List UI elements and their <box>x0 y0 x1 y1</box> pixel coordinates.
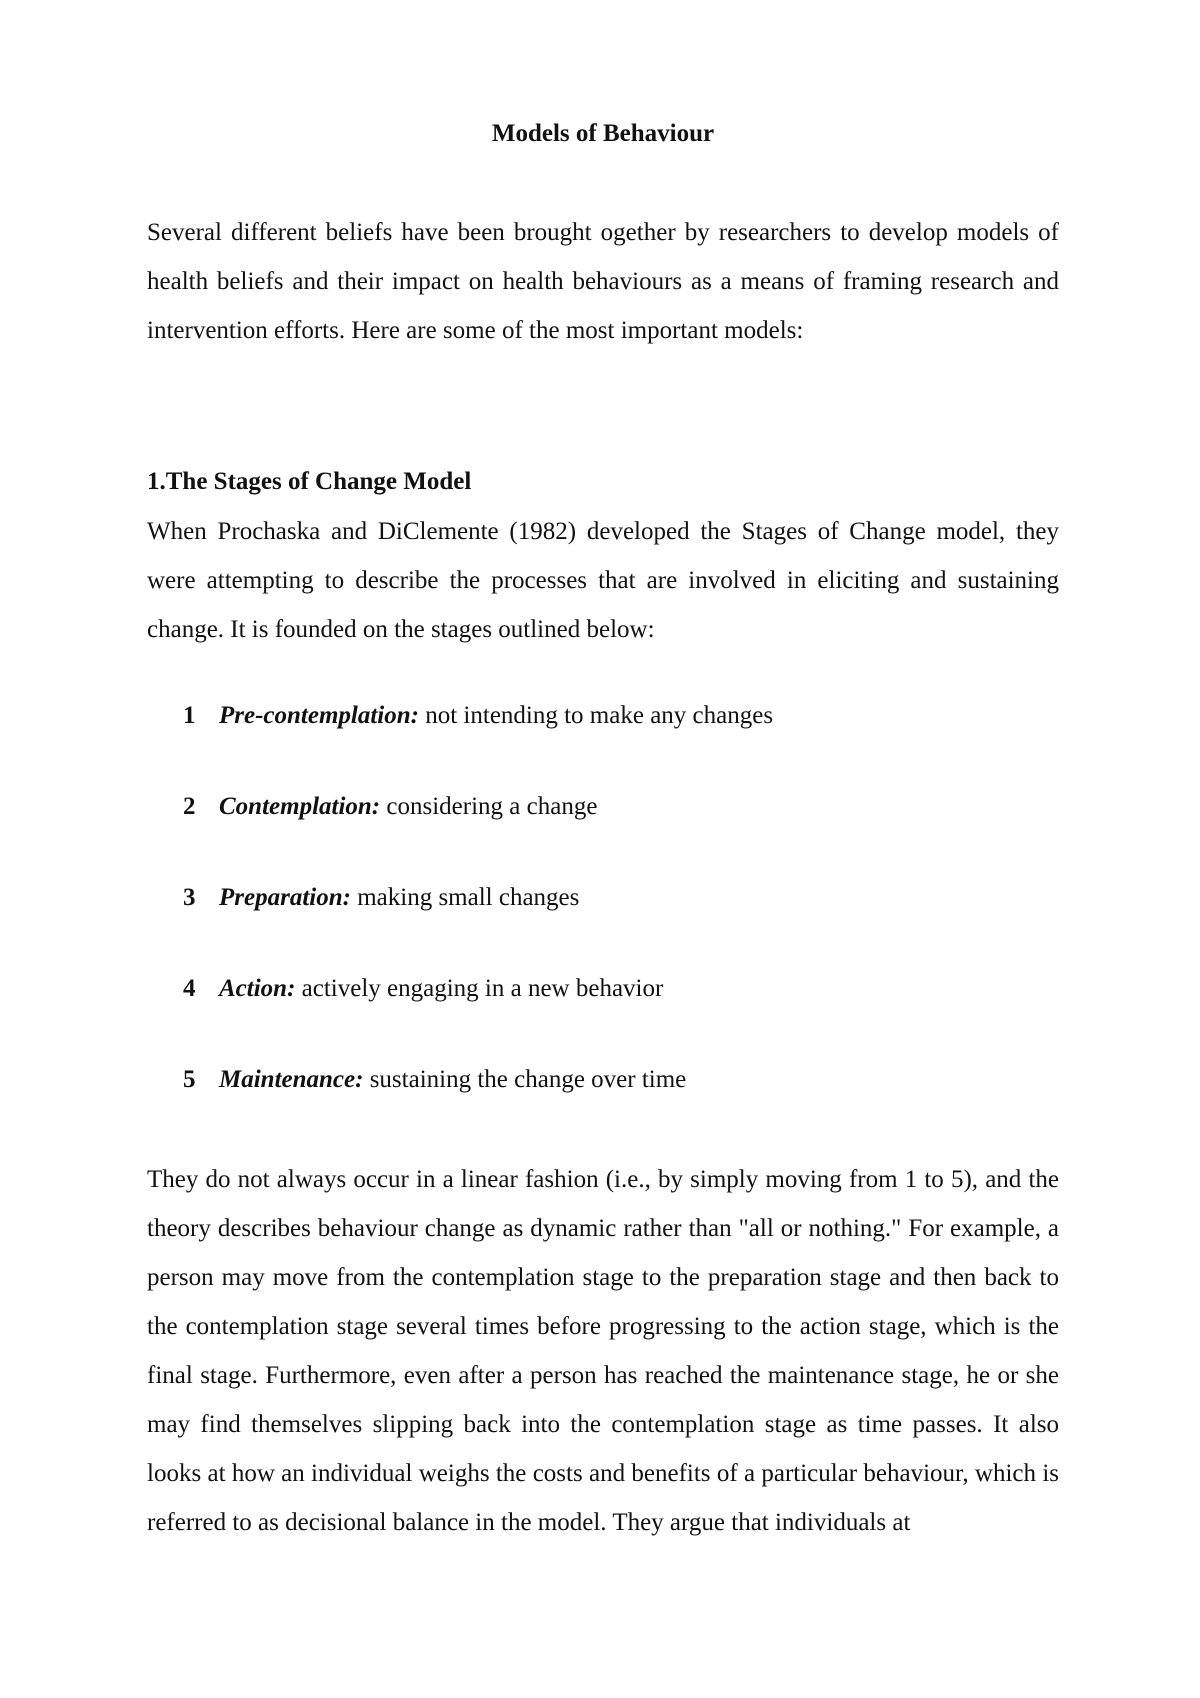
stage-list <box>183 700 1043 1155</box>
stage-item-preparation <box>183 882 1043 973</box>
stage-description: not intending to make any changes <box>418 702 774 729</box>
document-title: Models of Behaviour <box>491 120 715 147</box>
stage-name: Maintenance: <box>219 1066 364 1093</box>
stage-description: sustaining the change over time <box>363 1066 687 1093</box>
stage-item-action <box>183 973 1043 1064</box>
stage-item-maintenance <box>183 1064 1043 1155</box>
stage-name: Pre-contemplation: <box>219 702 419 729</box>
stage-name: Preparation: <box>219 884 351 911</box>
stage-description: considering a change <box>380 793 598 820</box>
stage-number: 5 <box>183 1066 196 1093</box>
stage-name: Contemplation: <box>219 793 381 820</box>
stage-name: Action: <box>219 975 296 1002</box>
stage-number: 4 <box>183 975 196 1002</box>
stage-number: 1 <box>183 702 196 729</box>
final-paragraph: They do not always occur in a linear fashion (i.e., by simply moving from 1 to 5), and the theory describes behaviour change as dynamic rather than "all or nothing." For example, a person may move from the contemplation stage to the preparation stage and then back to the contemplation stage several times before progressing to the action stage, which is the final stage. Furthermore, even after a person has reached the maintenance stage, he or she may find themselves slipping back into the contemplation stage as time passes. It also looks at how an individual weighs the costs and benefits of a particular behaviour, which is referred to as decisional balance in the model. They argue that individuals at <box>147 1166 1059 1536</box>
stage-number: 2 <box>183 793 196 820</box>
stage-item-precontemplation <box>183 700 1043 791</box>
stage-item-contemplation <box>183 791 1043 882</box>
stage-number: 3 <box>183 884 196 911</box>
intro-paragraph: Several different beliefs have been brought ogether by researchers to develop models of health beliefs and their impact on health behaviours as a means of framing research and intervention efforts. Here are some of the most important models: <box>147 219 1059 344</box>
stages-intro-paragraph: When Prochaska and DiClemente (1982) developed the Stages of Change model, they were attempting to describe the processes that are involved in eliciting and sustaining change. It is founded on the stages outlined below: <box>147 518 1059 643</box>
stage-description: making small changes <box>350 884 580 911</box>
stage-description: actively engaging in a new behavior <box>295 975 664 1002</box>
section-heading: 1.The Stages of Change Model <box>147 468 472 495</box>
